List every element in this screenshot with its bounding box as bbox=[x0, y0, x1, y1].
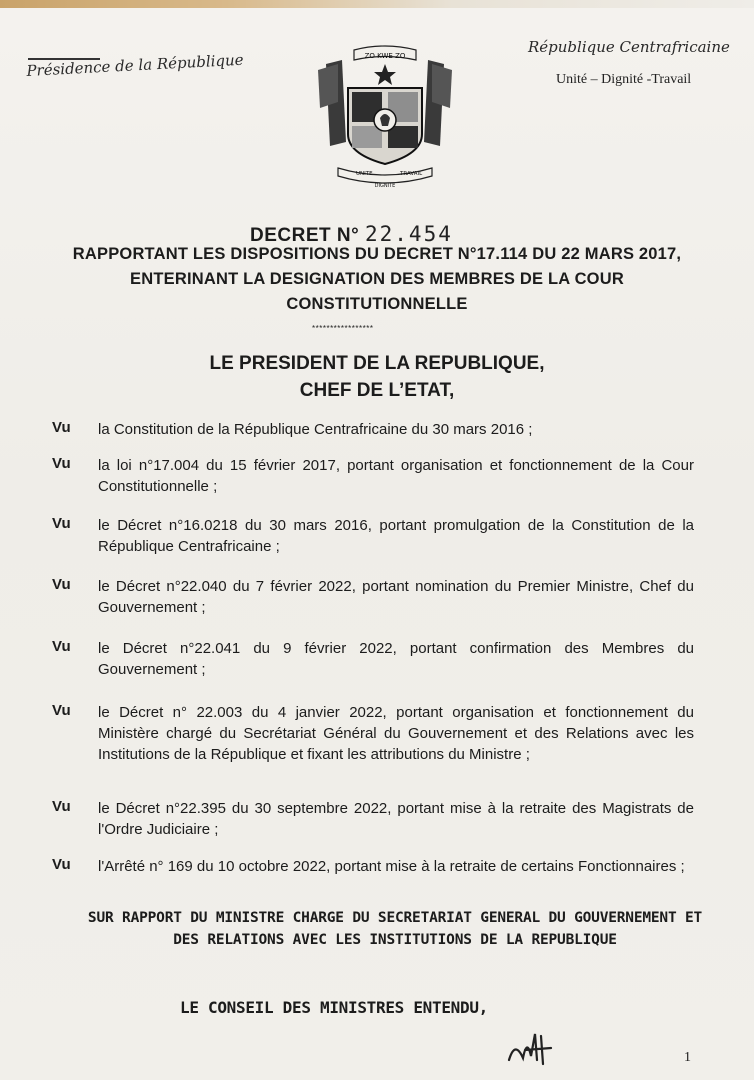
page-number: 1 bbox=[684, 1050, 691, 1065]
vu-label: Vu bbox=[52, 576, 71, 593]
vu-text: l'Arrêté n° 169 du 10 octobre 2022, portant mise à la retraite de certains Fonctionnaires ; bbox=[98, 858, 685, 875]
president-heading bbox=[100, 350, 654, 404]
coat-of-arms-icon bbox=[316, 42, 454, 190]
header-presidence: Présidence de la République bbox=[26, 50, 245, 80]
rapport-clause: SUR RAPPORT DU MINISTRE CHARGE DU SECRETARIAT GENERAL DU GOUVERNEMENT ET DES RELATIONS AVEC LES INSTITUTIONS DE LA REPUBLIQUE bbox=[87, 910, 703, 948]
vu-text: le Décret n°22.395 du 30 septembre 2022, portant mise à la retraite des Magistrats de l'Ordre Judiciaire ; bbox=[98, 800, 694, 838]
conseil-clause: LE CONSEIL DES MINISTRES ENTENDU, bbox=[180, 998, 488, 1017]
decree-label: DECRET N° bbox=[250, 225, 360, 246]
decree-title: RAPPORTANT LES DISPOSITIONS DU DECRET N°17.114 DU 22 MARS 2017, ENTERINANT LA DESIGNATION DES MEMBRES DE LA COUR CONSTITUTIONNELLE bbox=[72, 245, 682, 313]
emblem-bottom-left: UNITE bbox=[356, 171, 373, 177]
vu-label: Vu bbox=[52, 638, 71, 655]
header-motto: Unité – Dignité -Travail bbox=[556, 72, 692, 87]
decree-number: 22.454 bbox=[365, 222, 453, 246]
vu-label: Vu bbox=[52, 455, 71, 472]
vu-text: le Décret n°16.0218 du 30 mars 2016, portant promulgation de la Constitution de la République Centrafricaine ; bbox=[98, 517, 694, 555]
vu-text: le Décret n°22.041 du 9 février 2022, portant confirmation des Membres du Gouvernement ; bbox=[98, 640, 694, 678]
signature-initials-icon bbox=[505, 1030, 565, 1070]
vu-label: Vu bbox=[52, 419, 71, 436]
vu-label: Vu bbox=[52, 856, 71, 873]
emblem-top-scroll: ZO KWE ZO bbox=[364, 52, 406, 60]
vu-label: Vu bbox=[52, 515, 71, 532]
vu-text: le Décret n°22.040 du 7 février 2022, portant nomination du Premier Ministre, Chef du Gouvernement ; bbox=[98, 578, 694, 616]
title-separator: ***************** bbox=[312, 324, 374, 333]
vu-label: Vu bbox=[52, 798, 71, 815]
president-line-2: CHEF DE L’ETAT, bbox=[299, 380, 455, 401]
emblem-bottom-right: TRAVAIL bbox=[400, 171, 423, 177]
president-line-1: LE PRESIDENT DE LA REPUBLIQUE, bbox=[209, 353, 545, 374]
emblem-bottom-center: DIGNITE bbox=[374, 183, 396, 189]
vu-text: la Constitution de la République Centrafricaine du 30 mars 2016 ; bbox=[98, 421, 533, 438]
vu-text: le Décret n° 22.003 du 4 janvier 2022, portant organisation et fonctionnement du Ministère chargé du Secrétariat Général du Gouvernement et des Relations avec les Institutions de la République et fixant les attributions du Ministre ; bbox=[98, 704, 694, 763]
vu-text: la loi n°17.004 du 15 février 2017, portant organisation et fonctionnement de la Cour Constitutionnelle ; bbox=[98, 457, 694, 495]
header-country: République Centrafricaine bbox=[528, 38, 730, 56]
vu-label: Vu bbox=[52, 702, 71, 719]
page-edge bbox=[0, 0, 754, 8]
